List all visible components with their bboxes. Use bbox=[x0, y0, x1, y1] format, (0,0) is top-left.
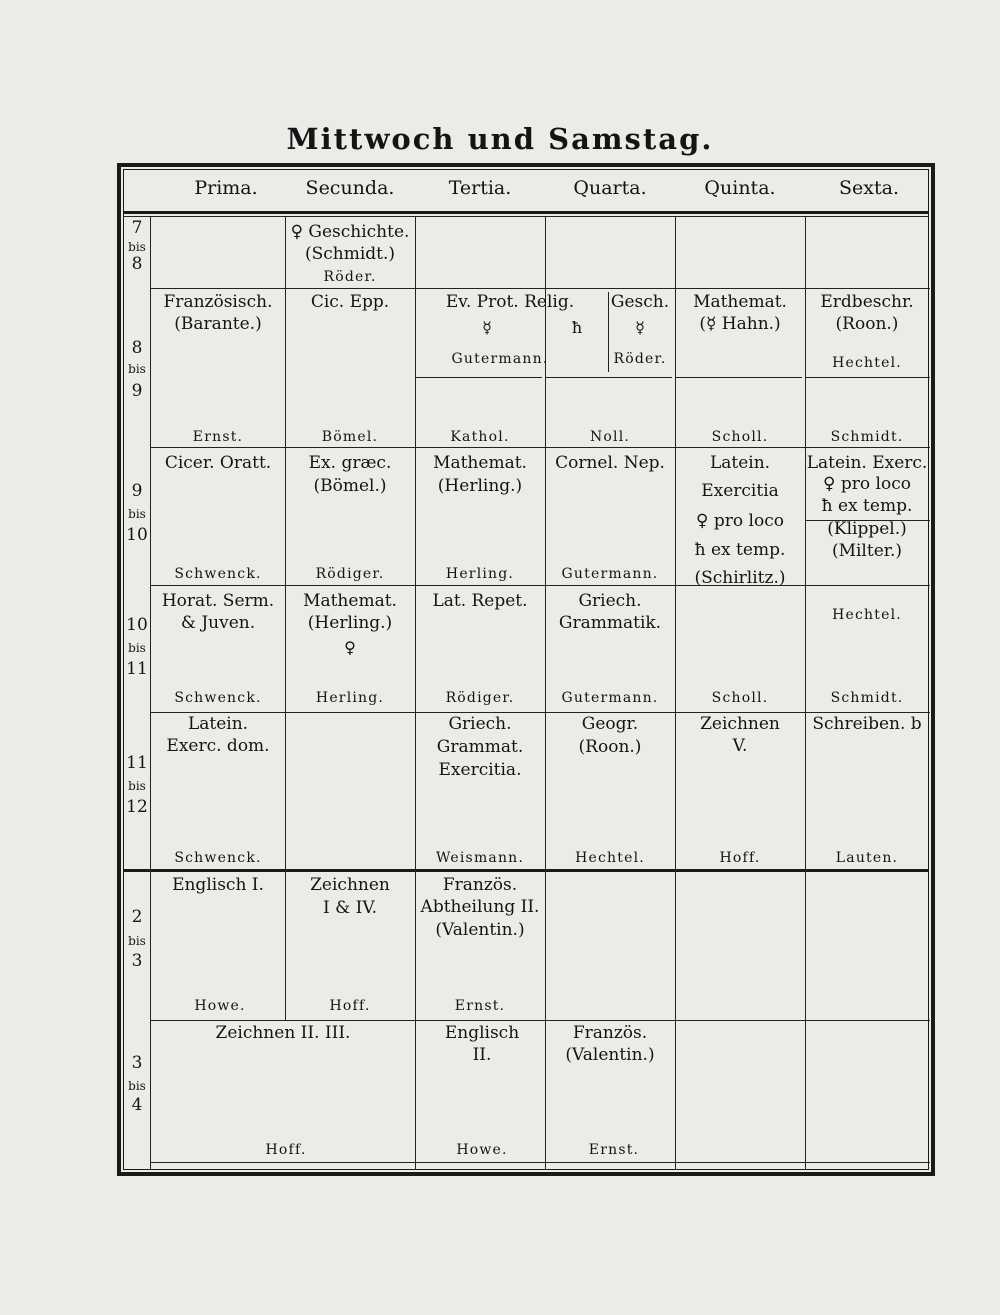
venus-symbol: ♀ bbox=[344, 638, 356, 657]
teacher-name: Howe. bbox=[194, 998, 246, 1014]
time-bis: bis bbox=[128, 934, 146, 948]
teacher-name: Schwenck. bbox=[174, 690, 262, 706]
subject-line: Latein. bbox=[187, 714, 249, 734]
time-to: 10 bbox=[126, 525, 148, 545]
subject-line: ♀ pro loco bbox=[696, 511, 784, 531]
subject-line: (Barante.) bbox=[174, 314, 262, 334]
subject-line: (Herling.) bbox=[437, 476, 523, 496]
subject-line: ħ ex temp. bbox=[694, 540, 786, 560]
time-to: 4 bbox=[131, 1095, 143, 1115]
row-divider bbox=[150, 447, 930, 448]
subject-line: Geogr. bbox=[581, 714, 639, 734]
row-divider-thick bbox=[123, 869, 929, 872]
col-divider bbox=[415, 216, 416, 1170]
row-subdivider bbox=[675, 377, 802, 378]
header-divider-thin bbox=[123, 216, 929, 217]
subject-line: II. bbox=[472, 1045, 492, 1065]
col-divider bbox=[285, 216, 286, 1021]
row-divider bbox=[150, 585, 930, 586]
subject-line: Erdbeschr. bbox=[820, 292, 914, 312]
time-bis: bis bbox=[128, 507, 146, 521]
subject-line: Cicer. Oratt. bbox=[164, 453, 272, 473]
time-bis: bis bbox=[128, 779, 146, 793]
teacher-name: Schmidt. bbox=[830, 690, 904, 706]
time-bis: bis bbox=[128, 641, 146, 655]
teacher-name: Hoff. bbox=[719, 850, 761, 866]
subject-line: (Roon.) bbox=[578, 737, 642, 757]
time-bis: bis bbox=[128, 1079, 146, 1093]
col-subdivider bbox=[608, 292, 609, 372]
subject-line: Gesch. bbox=[610, 292, 670, 312]
subject-line: Abtheilung II. bbox=[420, 897, 540, 917]
row-divider bbox=[150, 712, 930, 713]
mercury-symbol: ☿ bbox=[635, 318, 645, 337]
header-prima: Prima. bbox=[194, 177, 258, 199]
teacher-name: Hechtel. bbox=[832, 607, 902, 623]
teacher-name: Hechtel. bbox=[575, 850, 645, 866]
time-to: 3 bbox=[131, 951, 143, 971]
header-sexta: Sexta. bbox=[839, 177, 899, 199]
subject-line: Latein. Exerc. bbox=[806, 453, 928, 473]
subject-line: Horat. Serm. bbox=[161, 591, 275, 611]
teacher-name: Hechtel. bbox=[832, 355, 902, 371]
col-divider bbox=[805, 216, 806, 1170]
row-divider bbox=[150, 1162, 930, 1163]
subject-line: Exercitia bbox=[701, 481, 779, 501]
subject-line: Exerc. dom. bbox=[166, 736, 270, 756]
teacher-name: Schmidt. bbox=[830, 429, 904, 445]
subject-line: V. bbox=[732, 736, 748, 756]
teacher-name: Kathol. bbox=[450, 429, 510, 445]
teacher-name: Gutermann. bbox=[451, 351, 549, 367]
subject-line: Griech. bbox=[448, 714, 512, 734]
header-divider bbox=[123, 211, 929, 214]
teacher-name: Rödiger. bbox=[315, 566, 385, 582]
subject-line: (Schirlitz.) bbox=[694, 568, 786, 588]
subject-line: Englisch bbox=[444, 1023, 520, 1043]
subject-line: (Bömel.) bbox=[313, 476, 387, 496]
subject-line: Griech. bbox=[578, 591, 642, 611]
teacher-name: Herling. bbox=[445, 566, 515, 582]
subject-line: ♀ pro loco bbox=[823, 474, 911, 494]
mercury-symbol: ☿ bbox=[482, 318, 492, 337]
teacher-name: Hoff. bbox=[265, 1142, 307, 1158]
header-quinta: Quinta. bbox=[704, 177, 776, 199]
teacher-name: Scholl. bbox=[711, 690, 769, 706]
teacher-name: Howe. bbox=[456, 1142, 508, 1158]
time-from: 3 bbox=[131, 1053, 143, 1073]
teacher-name: Schwenck. bbox=[174, 850, 262, 866]
col-divider bbox=[675, 216, 676, 1170]
header-tertia: Tertia. bbox=[448, 177, 512, 199]
teacher-name: Ernst. bbox=[192, 429, 244, 445]
subject-line: Lat. Repet. bbox=[432, 591, 528, 611]
subject-line: Mathemat. bbox=[433, 453, 527, 473]
teacher-name: Ernst. bbox=[454, 998, 506, 1014]
subject-line: Zeichnen bbox=[310, 875, 390, 895]
time-to: 12 bbox=[126, 797, 148, 817]
subject-line: (Milter.) bbox=[831, 541, 903, 561]
teacher-name: Gutermann. bbox=[561, 690, 659, 706]
time-to: 11 bbox=[126, 659, 148, 679]
time-to: 8 bbox=[131, 254, 143, 274]
subject-line: (Valentin.) bbox=[565, 1045, 655, 1065]
time-from: 2 bbox=[131, 907, 143, 927]
teacher-name: Noll. bbox=[589, 429, 631, 445]
subject-line: ♀ Geschichte. bbox=[290, 222, 410, 242]
subject-line: Exercitia. bbox=[438, 760, 522, 780]
teacher-name: Scholl. bbox=[711, 429, 769, 445]
row-divider bbox=[150, 288, 930, 289]
subject-line: Französisch. bbox=[163, 292, 273, 312]
time-from: 10 bbox=[126, 615, 148, 635]
subject-line: Cic. Epp. bbox=[310, 292, 390, 312]
subject-line: Grammat. bbox=[436, 737, 524, 757]
teacher-name: Weismann. bbox=[435, 850, 525, 866]
subject-line: Ev. Prot. Relig. bbox=[445, 292, 575, 312]
subject-line: Grammatik. bbox=[558, 613, 662, 633]
subject-line: Französ. bbox=[442, 875, 518, 895]
subject-line: Cornel. Nep. bbox=[555, 453, 665, 473]
teacher-name: Ernst. bbox=[588, 1142, 640, 1158]
time-from: 11 bbox=[126, 753, 148, 773]
subject-line: (Herling.) bbox=[307, 613, 393, 633]
teacher-name: Schwenck. bbox=[174, 566, 262, 582]
row-subdivider bbox=[545, 377, 672, 378]
subject-line: (☿ Hahn.) bbox=[699, 314, 781, 334]
time-from: 8 bbox=[131, 338, 143, 358]
subject-line: Zeichnen bbox=[700, 714, 780, 734]
row-divider bbox=[150, 1020, 930, 1021]
teacher-name: Röder. bbox=[613, 351, 667, 367]
row-subdivider bbox=[805, 377, 930, 378]
subject-line: Mathemat. bbox=[693, 292, 787, 312]
subject-line: Ex. græc. bbox=[308, 453, 392, 473]
subject-line: Latein. bbox=[709, 453, 771, 473]
row-subdivider bbox=[415, 377, 542, 378]
time-bis: bis bbox=[128, 240, 146, 254]
col-divider bbox=[150, 216, 151, 1170]
subject-line: Mathemat. bbox=[303, 591, 397, 611]
subject-line: (Klippel.) bbox=[827, 519, 907, 539]
time-to: 9 bbox=[131, 381, 143, 401]
time-from: 9 bbox=[131, 481, 143, 501]
subject-line: ħ ex temp. bbox=[821, 496, 913, 516]
subject-line: (Roon.) bbox=[835, 314, 899, 334]
time-from: 7 bbox=[131, 218, 143, 238]
subject-line: Französ. bbox=[572, 1023, 648, 1043]
subject-line: I & IV. bbox=[322, 898, 378, 918]
teacher-name: Herling. bbox=[315, 690, 385, 706]
header-secunda: Secunda. bbox=[305, 177, 395, 199]
teacher-name: Lauten. bbox=[835, 850, 899, 866]
teacher-name: Röder. bbox=[323, 269, 377, 285]
header-quarta: Quarta. bbox=[573, 177, 647, 199]
subject-line: & Juven. bbox=[180, 613, 256, 633]
subject-line: (Schmidt.) bbox=[304, 244, 396, 264]
teacher-name: Bömel. bbox=[321, 429, 379, 445]
teacher-name: Hoff. bbox=[329, 998, 371, 1014]
subject-line: Schreiben. b bbox=[812, 714, 922, 734]
subject-line: (Valentin.) bbox=[435, 920, 525, 940]
teacher-name: Gutermann. bbox=[561, 566, 659, 582]
subject-line: Zeichnen II. III. bbox=[215, 1023, 351, 1043]
teacher-name: Rödiger. bbox=[445, 690, 515, 706]
page-title: Mittwoch und Samstag. bbox=[286, 122, 714, 156]
saturn-symbol: ħ bbox=[571, 318, 583, 337]
time-bis: bis bbox=[128, 362, 146, 376]
subject-line: Englisch I. bbox=[172, 875, 264, 895]
